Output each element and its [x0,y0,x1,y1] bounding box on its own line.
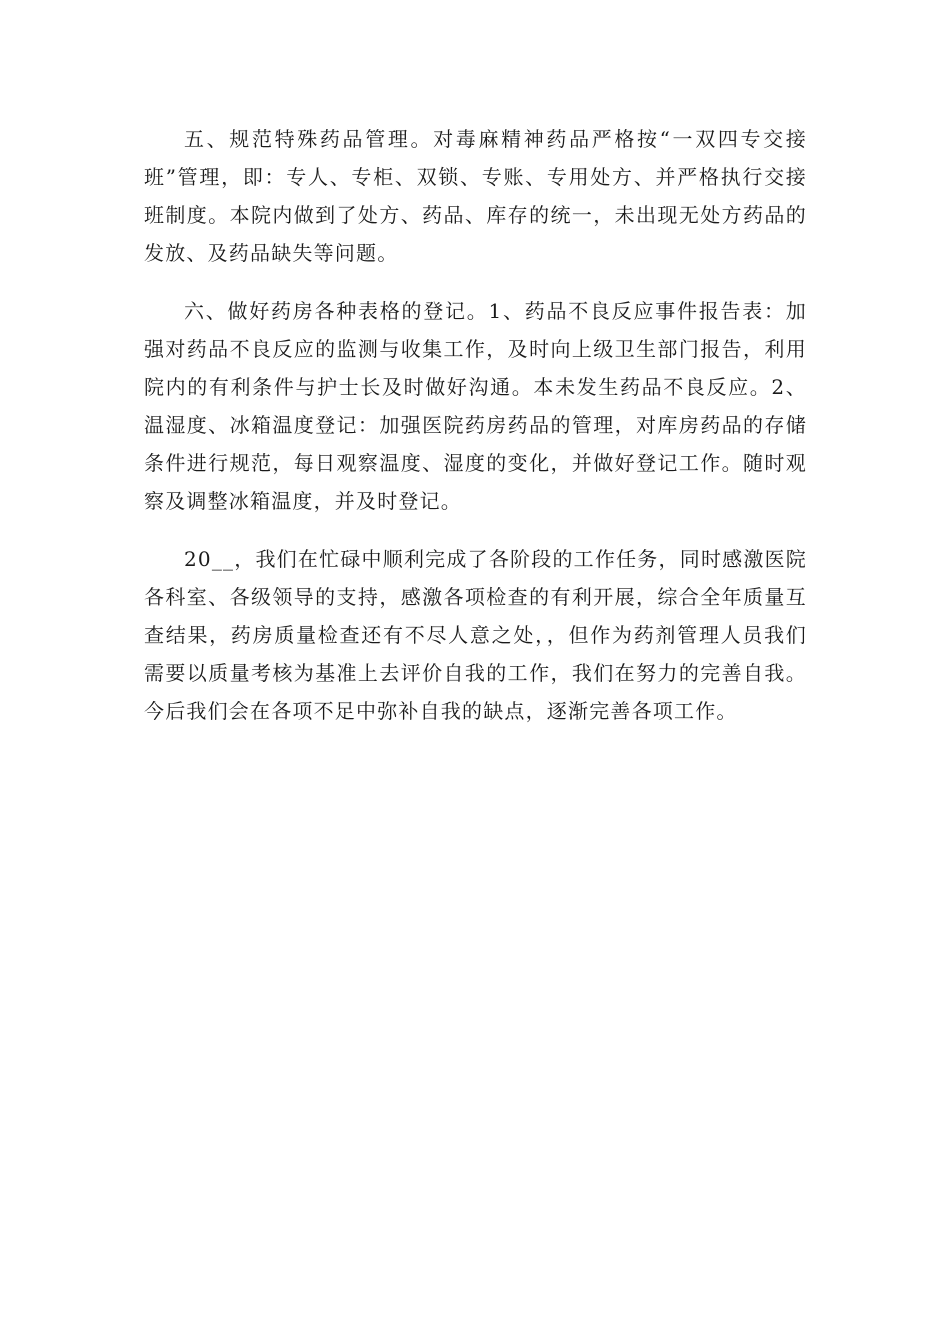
document-body [144,120,807,750]
paragraph-year-summary: 20__，我们在忙碌中顺利完成了各阶段的工作任务，同时感激医院各科室、各级领导的支持，感激各项检查的有利开展，综合全年质量互查结果，药房质量检查还有不尽人意之处，，但作为药剂管理人员我们需要以质量考核为基准上去评价自我的工作，我们在努力的完善自我。今后我们会在各项不足中弥补自我的缺点，逐渐完善各项工作。 [144,547,807,723]
paragraph-pharmacy-forms: 六、做好药房各种表格的登记。1、药品不良反应事件报告表：加强对药品不良反应的监测与收集工作，及时向上级卫生部门报告，利用院内的有利条件与护士长及时做好沟通。本未发生药品不良反应。2、温湿度、冰箱温度登记：加强医院药房药品的管理，对库房药品的存储条件进行规范，每日观察温度、湿度的变化，并做好登记工作。随时观察及调整冰箱温度，并及时登记。 [144,299,807,513]
paragraph-special-drug-management: 五、规范特殊药品管理。对毒麻精神药品严格按“一双四专交接班”管理，即：专人、专柜、双锁、专账、专用处方、并严格执行交接班制度。本院内做到了处方、药品、库存的统一，未出现无处方药品的发放、及药品缺失等问题。 [144,127,807,265]
